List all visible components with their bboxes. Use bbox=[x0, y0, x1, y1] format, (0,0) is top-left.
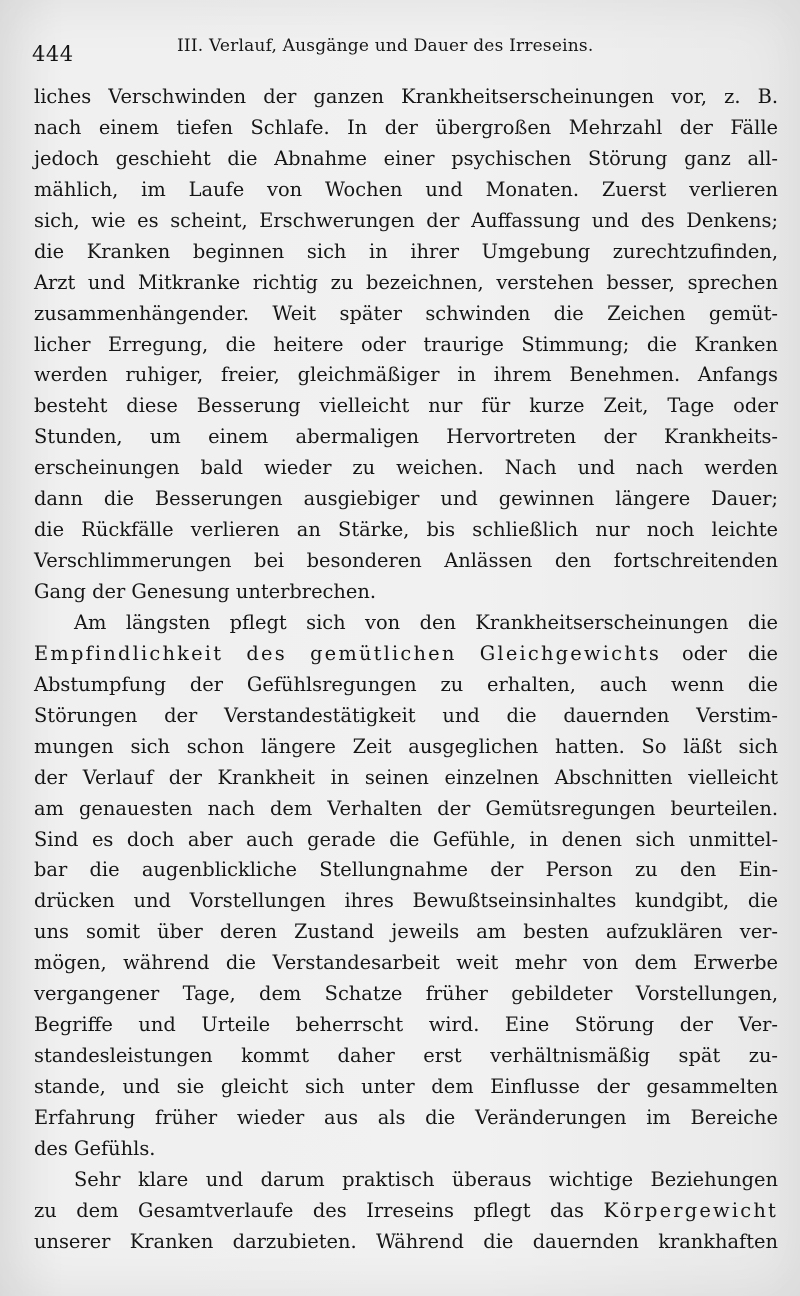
text-line: Sind es doch aber auch gerade die Gefühle, in denen sich unmittel- bbox=[34, 827, 778, 851]
spaced-emphasis: Körpergewicht bbox=[603, 1198, 778, 1222]
text-line: standesleistungen kommt daher erst verhältnismäßig spät zu- bbox=[34, 1044, 778, 1068]
text-line: sich, wie es scheint, Erschwerungen der Auffassung und des Denkens; bbox=[34, 208, 778, 232]
text-line: mählich, im Laufe von Wochen und Monaten. Zuerst verlieren bbox=[34, 177, 778, 201]
text-line: Sehr klare und darum praktisch überaus wichtige Beziehungen bbox=[74, 1167, 778, 1191]
text-line: die Kranken beginnen sich in ihrer Umgebung zurechtzufinden, bbox=[34, 239, 778, 263]
running-head: III. Verlauf, Ausgänge und Dauer des Irreseins. bbox=[177, 36, 594, 56]
paragraph-1 bbox=[34, 82, 778, 608]
text-line: Abstumpfung der Gefühlsregungen zu erhalten, auch wenn die bbox=[34, 672, 778, 696]
text-line: Störungen der Verstandestätigkeit und die dauernden Verstim- bbox=[34, 703, 778, 727]
text-fragment: oder die bbox=[661, 641, 778, 665]
paragraph-2 bbox=[34, 608, 778, 1165]
text-line: dann die Besserungen ausgiebiger und gewinnen längere Dauer; bbox=[34, 487, 778, 511]
text-line bbox=[34, 639, 778, 670]
page-header bbox=[32, 32, 780, 68]
text-line: die Rückfälle verlieren an Stärke, bis schließlich nur noch leichte bbox=[34, 518, 778, 542]
text-line: werden ruhiger, freier, gleichmäßiger in ihrem Benehmen. Anfangs bbox=[34, 363, 778, 387]
text-line: Am längsten pflegt sich von den Krankheitserscheinungen die bbox=[74, 610, 778, 634]
text-line: Erfahrung früher wieder aus als die Veränderungen im Bereiche bbox=[34, 1105, 778, 1129]
text-line: zusammenhängender. Weit später schwinden die Zeichen gemüt- bbox=[34, 301, 778, 325]
text-line: erscheinungen bald wieder zu weichen. Nach und nach werden bbox=[34, 456, 778, 480]
text-line: liches Verschwinden der ganzen Krankheitserscheinungen vor, z. B. bbox=[34, 85, 778, 108]
page-number: 444 bbox=[32, 42, 74, 66]
text-line: des Gefühls. bbox=[34, 1136, 156, 1160]
text-line: Gang der Genesung unterbrechen. bbox=[34, 580, 377, 603]
text-line: drücken und Vorstellungen ihres Bewußtseinsinhaltes kundgibt, die bbox=[34, 889, 778, 913]
text-line: am genauesten nach dem Verhalten der Gemütsregungen beurteilen. bbox=[34, 796, 778, 820]
spaced-emphasis: Empfindlichkeit des gemütlichen Gleichgewichts bbox=[34, 641, 662, 665]
text-line: unserer Kranken darzubieten. Während die dauernden krankhaften bbox=[34, 1229, 778, 1253]
text-line: bar die augenblickliche Stellungnahme der Person zu den Ein- bbox=[34, 858, 778, 882]
paragraph-3 bbox=[34, 1165, 778, 1258]
text-line: jedoch geschieht die Abnahme einer psychischen Störung ganz all- bbox=[34, 146, 778, 170]
text-fragment: zu dem Gesamtverlaufe des Irreseins pflegt das bbox=[34, 1198, 604, 1222]
text-line: Arzt und Mitkranke richtig zu bezeichnen, verstehen besser, sprechen bbox=[34, 270, 778, 294]
text-line: uns somit über deren Zustand jeweils am besten aufzuklären ver- bbox=[34, 920, 778, 944]
text-line: licher Erregung, die heitere oder traurige Stimmung; die Kranken bbox=[34, 332, 778, 356]
text-line: stande, und sie gleicht sich unter dem Einflusse der gesammelten bbox=[34, 1075, 778, 1098]
text-line bbox=[34, 1196, 778, 1227]
text-line: Verschlimmerungen bei besonderen Anlässen den fortschreitenden bbox=[34, 549, 778, 573]
text-line: mungen sich schon längere Zeit ausgeglichen hatten. So läßt sich bbox=[34, 734, 778, 758]
text-line: Begriffe und Urteile beherrscht wird. Eine Störung der Ver- bbox=[34, 1013, 778, 1037]
text-line: mögen, während die Verstandesarbeit weit mehr von dem Erwerbe bbox=[34, 951, 778, 975]
text-line: besteht diese Besserung vielleicht nur für kurze Zeit, Tage oder bbox=[34, 394, 778, 418]
text-line: nach einem tiefen Schlafe. In der übergroßen Mehrzahl der Fälle bbox=[34, 115, 778, 139]
text-line: vergangener Tage, dem Schatze früher gebildeter Vorstellungen, bbox=[34, 982, 778, 1006]
body-text bbox=[34, 82, 778, 1258]
text-line: Stunden, um einem abermaligen Hervortreten der Krankheits- bbox=[34, 425, 778, 449]
text-line: der Verlauf der Krankheit in seinen einzelnen Abschnitten vielleicht bbox=[34, 765, 778, 789]
